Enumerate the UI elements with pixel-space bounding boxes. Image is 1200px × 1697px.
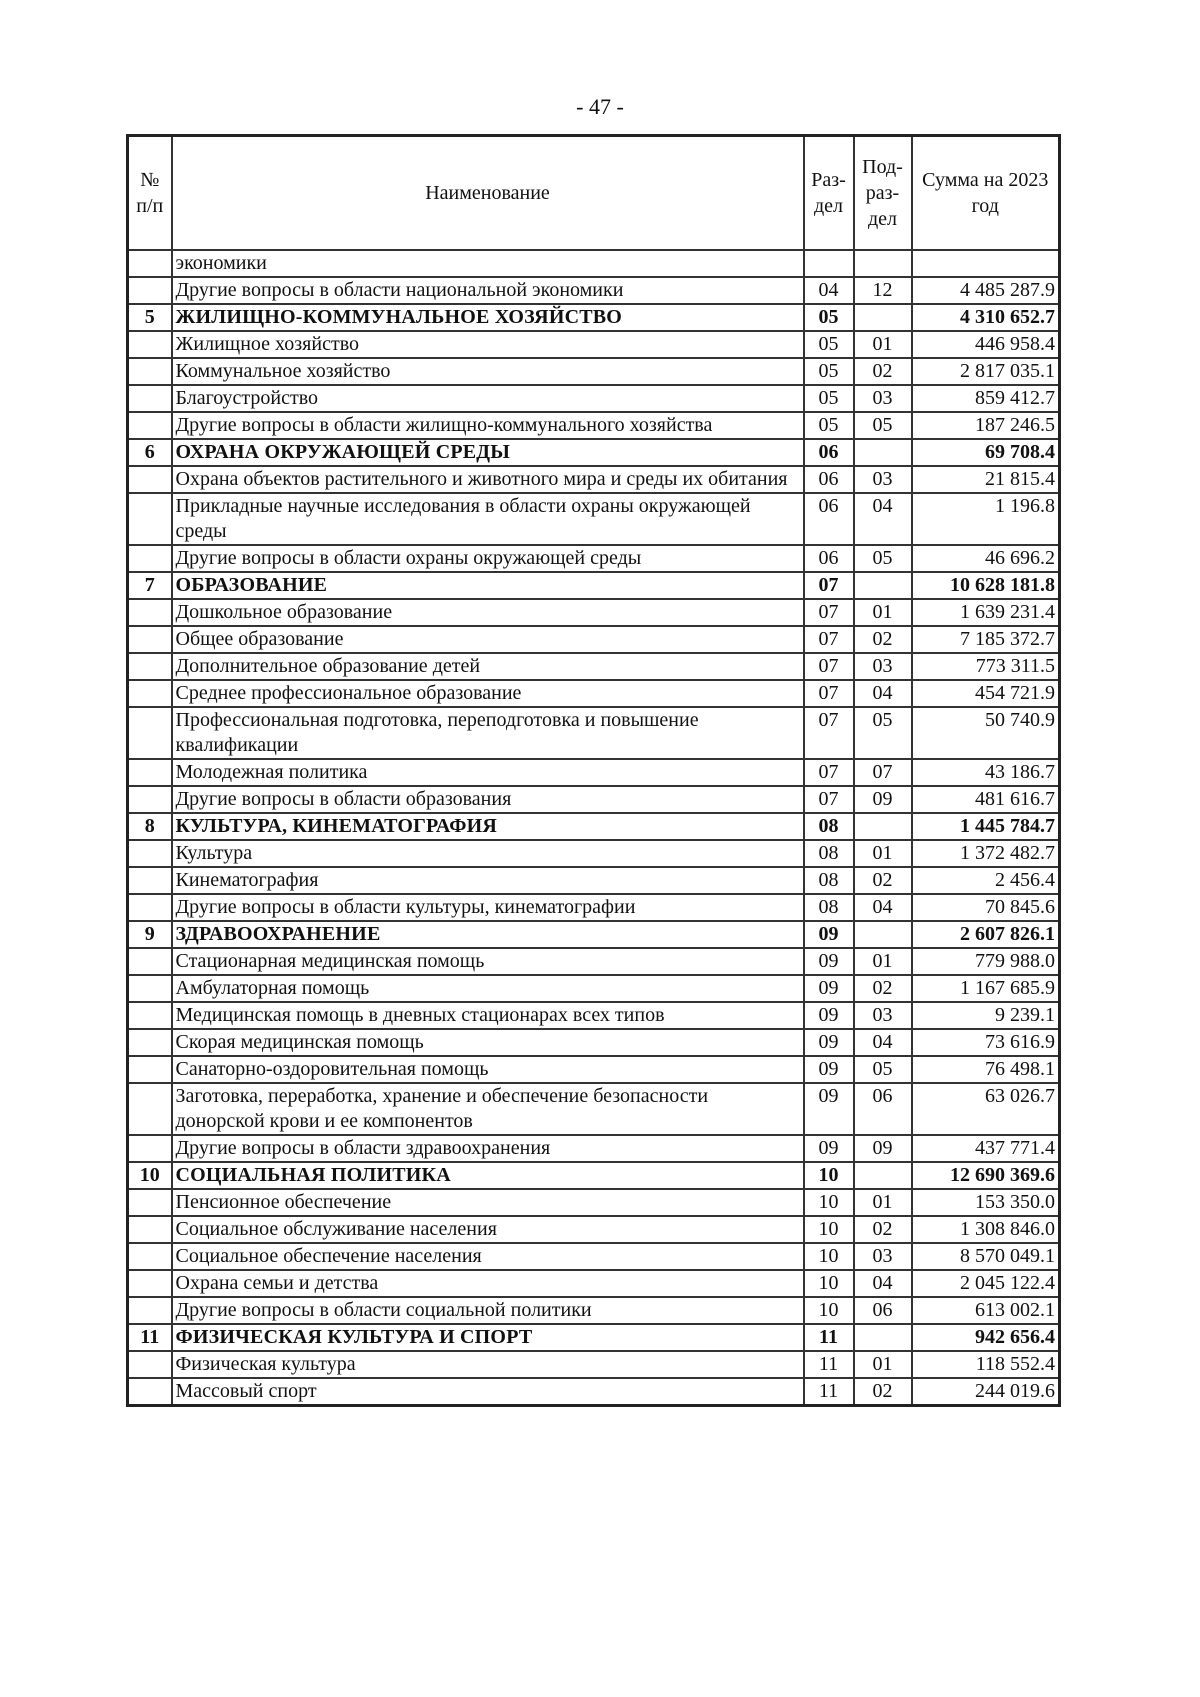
cell-section: 07 (804, 707, 854, 759)
cell-num (128, 707, 172, 759)
cell-name: Среднее профессиональное образование (172, 680, 804, 707)
table-row (128, 707, 1060, 759)
cell-section: 07 (804, 626, 854, 653)
cell-section: 10 (804, 1162, 854, 1189)
cell-num (128, 412, 172, 439)
budget-table (126, 134, 1061, 1407)
cell-section: 05 (804, 412, 854, 439)
section-row (128, 1162, 1060, 1189)
cell-subsection (854, 813, 912, 840)
cell-sum: 1 639 231.4 (912, 599, 1060, 626)
cell-name: Социальное обслуживание населения (172, 1216, 804, 1243)
cell-num: 6 (128, 439, 172, 466)
cell-num (128, 1270, 172, 1297)
cell-subsection: 04 (854, 680, 912, 707)
table-row (128, 894, 1060, 921)
table-row (128, 331, 1060, 358)
cell-name: Охрана объектов растительного и животного мира и среды их обитания (172, 466, 804, 493)
table-row (128, 1378, 1060, 1406)
cell-num (128, 653, 172, 680)
cell-num (128, 1056, 172, 1083)
table-row (128, 1002, 1060, 1029)
cell-section: 09 (804, 948, 854, 975)
cell-section: 08 (804, 813, 854, 840)
table-row (128, 1029, 1060, 1056)
cell-sum: 446 958.4 (912, 331, 1060, 358)
cell-num: 8 (128, 813, 172, 840)
cell-section: 06 (804, 466, 854, 493)
cell-subsection (854, 1162, 912, 1189)
cell-name: Другие вопросы в области охраны окружающей среды (172, 545, 804, 572)
cell-section: 11 (804, 1351, 854, 1378)
table-row (128, 1297, 1060, 1324)
cell-section: 04 (804, 277, 854, 304)
cell-num (128, 1378, 172, 1406)
cell-subsection: 02 (854, 626, 912, 653)
table-row (128, 1243, 1060, 1270)
cell-sum: 1 445 784.7 (912, 813, 1060, 840)
cell-name: ЖИЛИЩНО-КОММУНАЛЬНОЕ ХОЗЯЙСТВО (172, 304, 804, 331)
cell-section: 07 (804, 653, 854, 680)
cell-name: Дополнительное образование детей (172, 653, 804, 680)
cell-subsection: 01 (854, 331, 912, 358)
header-num: № п/п (128, 136, 172, 251)
cell-sum: 63 026.7 (912, 1083, 1060, 1135)
cell-subsection: 05 (854, 545, 912, 572)
cell-section: 09 (804, 1135, 854, 1162)
cell-subsection: 02 (854, 1378, 912, 1406)
cell-section: 09 (804, 1002, 854, 1029)
table-row (128, 1216, 1060, 1243)
cell-name: Профессиональная подготовка, переподготовка и повышение квалификации (172, 707, 804, 759)
cell-name: ОБРАЗОВАНИЕ (172, 572, 804, 599)
cell-subsection: 02 (854, 358, 912, 385)
table-row (128, 653, 1060, 680)
cell-name: Культура (172, 840, 804, 867)
cell-subsection: 06 (854, 1083, 912, 1135)
cell-section: 06 (804, 545, 854, 572)
cell-section: 10 (804, 1270, 854, 1297)
cell-name: Физическая культура (172, 1351, 804, 1378)
table-row (128, 1189, 1060, 1216)
cell-section: 06 (804, 439, 854, 466)
cell-section: 09 (804, 975, 854, 1002)
cell-section: 10 (804, 1297, 854, 1324)
cell-subsection: 12 (854, 277, 912, 304)
cell-name: Коммунальное хозяйство (172, 358, 804, 385)
cell-sum: 4 485 287.9 (912, 277, 1060, 304)
cell-subsection: 02 (854, 975, 912, 1002)
cell-sum: 187 246.5 (912, 412, 1060, 439)
cell-sum: 4 310 652.7 (912, 304, 1060, 331)
table-row (128, 948, 1060, 975)
cell-subsection: 05 (854, 707, 912, 759)
header-subsection: Под-раз-дел (854, 136, 912, 251)
cell-subsection: 03 (854, 385, 912, 412)
cell-num (128, 626, 172, 653)
header-sum: Сумма на 2023 год (912, 136, 1060, 251)
cell-sum: 73 616.9 (912, 1029, 1060, 1056)
cell-sum: 779 988.0 (912, 948, 1060, 975)
cell-subsection: 03 (854, 1243, 912, 1270)
cell-sum: 613 002.1 (912, 1297, 1060, 1324)
cell-num (128, 1216, 172, 1243)
cell-num (128, 1083, 172, 1135)
cell-name: Санаторно-оздоровительная помощь (172, 1056, 804, 1083)
cell-num (128, 1029, 172, 1056)
section-row (128, 304, 1060, 331)
cell-subsection: 03 (854, 466, 912, 493)
cell-sum: 244 019.6 (912, 1378, 1060, 1406)
cell-section: 05 (804, 304, 854, 331)
cell-subsection: 05 (854, 1056, 912, 1083)
cell-sum: 9 239.1 (912, 1002, 1060, 1029)
cell-subsection: 01 (854, 599, 912, 626)
cell-name: Пенсионное обеспечение (172, 1189, 804, 1216)
cell-num: 5 (128, 304, 172, 331)
cell-sum: 942 656.4 (912, 1324, 1060, 1351)
cell-sum (912, 250, 1060, 277)
cell-num (128, 1243, 172, 1270)
cell-name: Стационарная медицинская помощь (172, 948, 804, 975)
cell-num (128, 250, 172, 277)
cell-sum: 1 196.8 (912, 493, 1060, 545)
cell-sum: 1 308 846.0 (912, 1216, 1060, 1243)
cell-num (128, 894, 172, 921)
cell-section: 07 (804, 759, 854, 786)
cell-subsection: 01 (854, 948, 912, 975)
table-row (128, 493, 1060, 545)
cell-sum: 46 696.2 (912, 545, 1060, 572)
cell-section (804, 250, 854, 277)
cell-name: СОЦИАЛЬНАЯ ПОЛИТИКА (172, 1162, 804, 1189)
table-row (128, 1056, 1060, 1083)
table-row (128, 1351, 1060, 1378)
cell-num (128, 493, 172, 545)
cell-subsection: 09 (854, 1135, 912, 1162)
table-row (128, 786, 1060, 813)
cell-name: Дошкольное образование (172, 599, 804, 626)
table-row (128, 466, 1060, 493)
cell-sum: 437 771.4 (912, 1135, 1060, 1162)
cell-name: Социальное обеспечение населения (172, 1243, 804, 1270)
cell-num (128, 680, 172, 707)
section-row (128, 1324, 1060, 1351)
table-row (128, 1270, 1060, 1297)
cell-sum: 773 311.5 (912, 653, 1060, 680)
table-row (128, 626, 1060, 653)
cell-sum: 859 412.7 (912, 385, 1060, 412)
cell-subsection: 04 (854, 1029, 912, 1056)
cell-num (128, 1351, 172, 1378)
cell-sum: 153 350.0 (912, 1189, 1060, 1216)
cell-num (128, 466, 172, 493)
cell-section: 11 (804, 1378, 854, 1406)
cell-sum: 50 740.9 (912, 707, 1060, 759)
cell-name: Другие вопросы в области жилищно-коммунального хозяйства (172, 412, 804, 439)
table-row (128, 1135, 1060, 1162)
cell-subsection (854, 1324, 912, 1351)
cell-section: 09 (804, 1029, 854, 1056)
table-body (128, 250, 1060, 1406)
cell-subsection: 04 (854, 493, 912, 545)
cell-num (128, 975, 172, 1002)
cell-num (128, 1135, 172, 1162)
section-row (128, 439, 1060, 466)
cell-sum: 2 045 122.4 (912, 1270, 1060, 1297)
cell-section: 07 (804, 599, 854, 626)
table-row (128, 277, 1060, 304)
cell-num (128, 331, 172, 358)
cell-name: Охрана семьи и детства (172, 1270, 804, 1297)
cell-name: КУЛЬТУРА, КИНЕМАТОГРАФИЯ (172, 813, 804, 840)
cell-section: 05 (804, 358, 854, 385)
cell-name: Жилищное хозяйство (172, 331, 804, 358)
table-row (128, 759, 1060, 786)
cell-sum: 43 186.7 (912, 759, 1060, 786)
section-row (128, 921, 1060, 948)
cell-section: 08 (804, 894, 854, 921)
cell-name: ОХРАНА ОКРУЖАЮЩЕЙ СРЕДЫ (172, 439, 804, 466)
cell-sum: 1 167 685.9 (912, 975, 1060, 1002)
cell-name: ФИЗИЧЕСКАЯ КУЛЬТУРА И СПОРТ (172, 1324, 804, 1351)
cell-name: Массовый спорт (172, 1378, 804, 1406)
cell-sum: 69 708.4 (912, 439, 1060, 466)
cell-name: экономики (172, 250, 804, 277)
header-section: Раз-дел (804, 136, 854, 251)
cell-name: Другие вопросы в области социальной политики (172, 1297, 804, 1324)
cell-sum: 1 372 482.7 (912, 840, 1060, 867)
cell-subsection: 05 (854, 412, 912, 439)
cell-subsection (854, 921, 912, 948)
cell-num (128, 545, 172, 572)
cell-num (128, 759, 172, 786)
cell-num (128, 385, 172, 412)
cell-name: Кинематография (172, 867, 804, 894)
table-row (128, 840, 1060, 867)
cell-name: Другие вопросы в области здравоохранения (172, 1135, 804, 1162)
cell-subsection: 04 (854, 894, 912, 921)
cell-num (128, 1189, 172, 1216)
cell-subsection (854, 304, 912, 331)
table-row (128, 680, 1060, 707)
cell-subsection: 07 (854, 759, 912, 786)
cell-section: 08 (804, 840, 854, 867)
table-row (128, 358, 1060, 385)
cell-section: 06 (804, 493, 854, 545)
table-row (128, 599, 1060, 626)
cell-sum: 21 815.4 (912, 466, 1060, 493)
cell-sum: 70 845.6 (912, 894, 1060, 921)
cell-name: Другие вопросы в области культуры, кинематографии (172, 894, 804, 921)
cell-num (128, 1002, 172, 1029)
cell-subsection: 01 (854, 840, 912, 867)
cell-num (128, 786, 172, 813)
cell-section: 07 (804, 572, 854, 599)
cell-sum: 8 570 049.1 (912, 1243, 1060, 1270)
cell-subsection: 06 (854, 1297, 912, 1324)
cell-section: 07 (804, 680, 854, 707)
cell-num (128, 1297, 172, 1324)
page-number: - 47 - (576, 94, 624, 119)
cell-sum: 454 721.9 (912, 680, 1060, 707)
cell-num: 9 (128, 921, 172, 948)
cell-name: Амбулаторная помощь (172, 975, 804, 1002)
cell-name: Молодежная политика (172, 759, 804, 786)
cell-section: 11 (804, 1324, 854, 1351)
header-name: Наименование (172, 136, 804, 251)
cell-name: Заготовка, переработка, хранение и обеспечение безопасности донорской крови и ее компонентов (172, 1083, 804, 1135)
cell-subsection: 03 (854, 653, 912, 680)
cell-sum: 118 552.4 (912, 1351, 1060, 1378)
cell-subsection: 02 (854, 867, 912, 894)
cell-name: Другие вопросы в области образования (172, 786, 804, 813)
cell-sum: 76 498.1 (912, 1056, 1060, 1083)
cell-num: 11 (128, 1324, 172, 1351)
cell-subsection: 03 (854, 1002, 912, 1029)
cell-section: 09 (804, 1083, 854, 1135)
cell-name: Медицинская помощь в дневных стационарах всех типов (172, 1002, 804, 1029)
cell-sum: 2 607 826.1 (912, 921, 1060, 948)
cell-sum: 7 185 372.7 (912, 626, 1060, 653)
cell-name: Общее образование (172, 626, 804, 653)
cell-num (128, 599, 172, 626)
cell-subsection: 01 (854, 1351, 912, 1378)
cell-sum: 2 456.4 (912, 867, 1060, 894)
cell-subsection (854, 250, 912, 277)
cell-sum: 2 817 035.1 (912, 358, 1060, 385)
cell-num (128, 948, 172, 975)
cell-section: 08 (804, 867, 854, 894)
cell-subsection: 09 (854, 786, 912, 813)
cell-subsection: 04 (854, 1270, 912, 1297)
table-row (128, 250, 1060, 277)
cell-num: 10 (128, 1162, 172, 1189)
cell-name: Прикладные научные исследования в области охраны окружающей среды (172, 493, 804, 545)
table-row (128, 1083, 1060, 1135)
cell-section: 09 (804, 921, 854, 948)
section-row (128, 813, 1060, 840)
cell-subsection: 01 (854, 1189, 912, 1216)
section-row (128, 572, 1060, 599)
table-row (128, 867, 1060, 894)
table-row (128, 412, 1060, 439)
cell-num (128, 277, 172, 304)
table-row (128, 975, 1060, 1002)
cell-section: 07 (804, 786, 854, 813)
cell-name: Скорая медицинская помощь (172, 1029, 804, 1056)
cell-section: 09 (804, 1056, 854, 1083)
table-row (128, 385, 1060, 412)
cell-section: 05 (804, 385, 854, 412)
cell-section: 10 (804, 1243, 854, 1270)
cell-name: ЗДРАВООХРАНЕНИЕ (172, 921, 804, 948)
cell-section: 05 (804, 331, 854, 358)
cell-section: 10 (804, 1216, 854, 1243)
cell-sum: 12 690 369.6 (912, 1162, 1060, 1189)
cell-num (128, 867, 172, 894)
cell-subsection (854, 439, 912, 466)
cell-name: Другие вопросы в области национальной экономики (172, 277, 804, 304)
cell-sum: 481 616.7 (912, 786, 1060, 813)
cell-num (128, 358, 172, 385)
cell-num (128, 840, 172, 867)
cell-subsection: 02 (854, 1216, 912, 1243)
cell-num: 7 (128, 572, 172, 599)
cell-subsection (854, 572, 912, 599)
table-header-row (128, 136, 1060, 251)
cell-sum: 10 628 181.8 (912, 572, 1060, 599)
cell-section: 10 (804, 1189, 854, 1216)
table-row (128, 545, 1060, 572)
cell-name: Благоустройство (172, 385, 804, 412)
